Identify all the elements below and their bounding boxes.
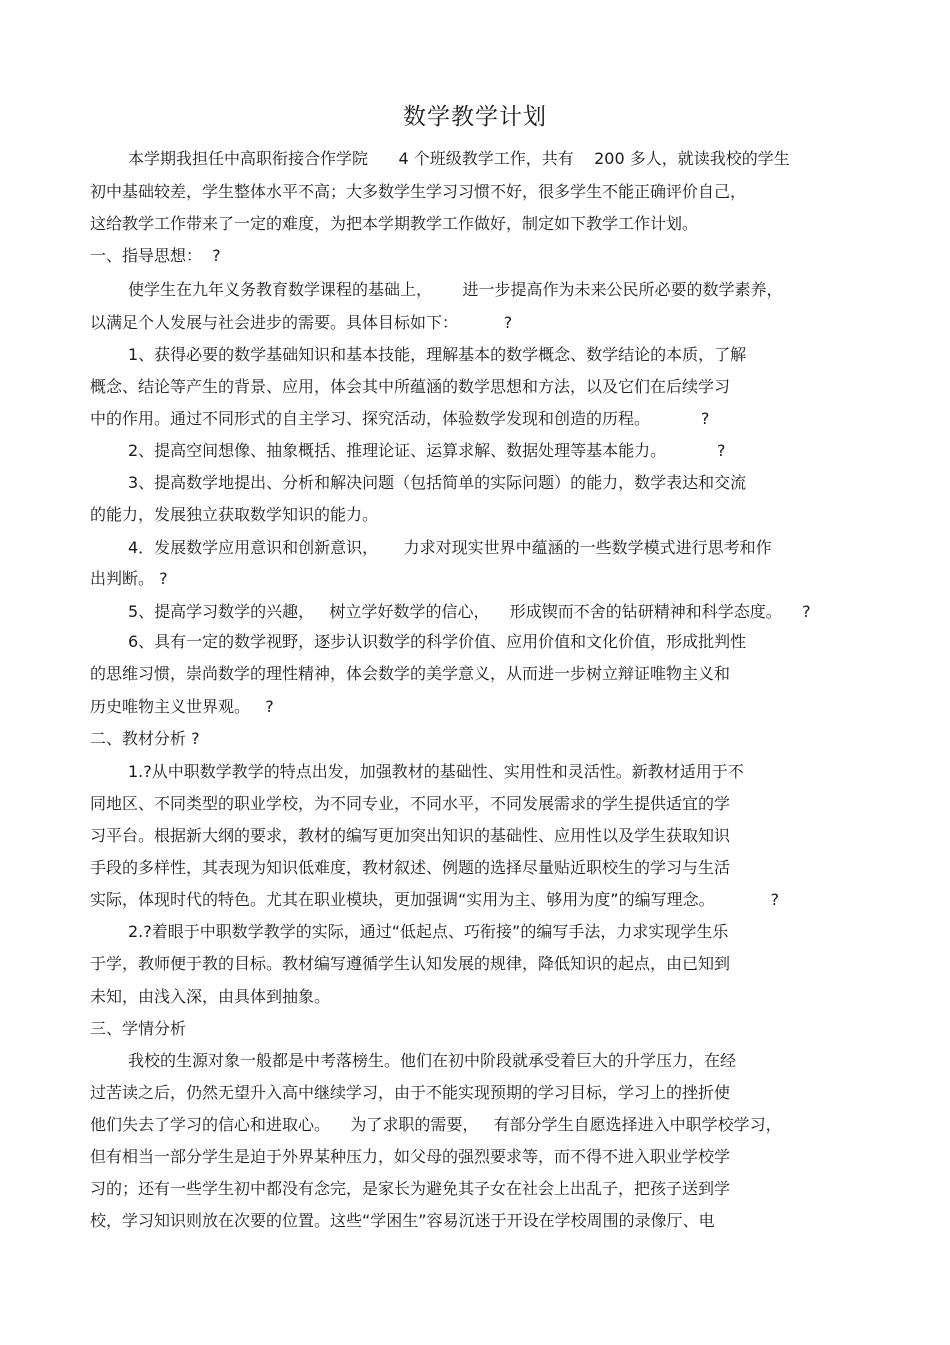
paragraph-line: 他们失去了学习的信心和进取心。 为了求职的需要， 有部分学生自愿选择进入中职学校学习， xyxy=(90,1115,782,1134)
section-heading: 一、指导思想： ? xyxy=(90,246,221,265)
paragraph-line: 以满足个人发展与社会进步的需要。具体目标如下： ? xyxy=(90,313,513,332)
paragraph-line: 但有相当一部分学生是迫于外界某种压力，如父母的强烈要求等，而不得不进入职业学校学 xyxy=(90,1147,731,1166)
paragraph-line: 校，学习知识则放在次要的位置。这些“学困生”容易沉迷于开设在学校周围的录像厅、电 xyxy=(90,1211,715,1230)
paragraph-line: 4．发展数学应用意识和创新意识， 力求对现实世界中蕴涵的一些数学模式进行思考和作 xyxy=(128,538,772,557)
paragraph-line: 中的作用。通过不同形式的自主学习、探究活动，体验数学发现和创造的历程。 ? xyxy=(90,409,710,428)
paragraph-line: 这给教学工作带来了一定的难度，为把本学期教学工作做好，制定如下教学工作计划。 xyxy=(90,214,699,233)
paragraph-line: 的思维习惯，崇尚数学的理性精神，体会数学的美学意义，从而进一步树立辩证唯物主义和 xyxy=(90,664,731,683)
paragraph-line: 我校的生源对象一般都是中考落榜生。他们在初中阶段就承受着巨大的升学压力，在经 xyxy=(128,1051,737,1070)
paragraph-line: 1.?从中职数学教学的特点出发，加强教材的基础性、实用性和灵活性。新教材适用于不 xyxy=(128,762,744,781)
paragraph-line: 手段的多样性，其表现为知识低难度，教材叙述、例题的选择尽量贴近职校生的学习与生活 xyxy=(90,858,731,877)
paragraph-line: 本学期我担任中高职衔接合作学院 4 个班级教学工作，共有 200 多人，就读我校的学生 xyxy=(128,149,790,168)
paragraph-line: 使学生在九年义务教育数学课程的基础上， 进一步提高作为未来公民所必要的数学素养， xyxy=(128,280,783,299)
paragraph-line: 2、提高空间想像、抽象概括、推理论证、运算求解、数据处理等基本能力。 ? xyxy=(128,441,726,460)
paragraph-line: 5、提高学习数学的兴趣， 树立学好数学的信心， 形成锲而不舍的钻研精神和科学态度。 ? xyxy=(128,602,811,621)
paragraph-line: 实际，体现时代的特色。尤其在职业模块，更加强调“实用为主、够用为度”的编写理念。 ? xyxy=(90,890,780,909)
paragraph-line: 概念、结论等产生的背景、应用，体会其中所蕴涵的数学思想和方法，以及它们在后续学习 xyxy=(90,377,731,396)
section-heading: 二、教材分析 ? xyxy=(90,729,200,748)
section-heading: 三、学情分析 xyxy=(90,1019,187,1038)
paragraph-line: 过苦读之后，仍然无望升入高中继续学习，由于不能实现预期的学习目标，学习上的挫折使 xyxy=(90,1083,731,1102)
paragraph-line: 2.?着眼于中职数学教学的实际，通过“低起点、巧衔接”的编写手法，力求实现学生乐 xyxy=(128,922,729,941)
paragraph-line: 6、具有一定的数学视野，逐步认识数学的科学价值、应用价值和文化价值，形成批判性 xyxy=(128,632,747,651)
paragraph-line: 出判断。 ? xyxy=(90,569,168,588)
paragraph-line: 于学，教师便于教的目标。教材编写遵循学生认知发展的规律，降低知识的起点，由已知到 xyxy=(90,954,731,973)
paragraph-line: 初中基础较差，学生整体水平不高；大多数学生学习习惯不好，很多学生不能正确评价自己， xyxy=(90,182,747,201)
document-title: 数学教学计划 xyxy=(403,104,547,130)
paragraph-line: 未知，由浅入深，由具体到抽象。 xyxy=(90,987,331,1006)
paragraph-line: 1、获得必要的数学基础知识和基本技能，理解基本的数学概念、数学结论的本质，了解 xyxy=(128,345,747,364)
paragraph-line: 的能力，发展独立获取数学知识的能力。 xyxy=(90,505,379,524)
paragraph-line: 习平台。根据新大纲的要求，教材的编写更加突出知识的基础性、应用性以及学生获取知识 xyxy=(90,826,731,845)
paragraph-line: 历史唯物主义世界观。 ? xyxy=(90,697,274,716)
paragraph-line: 习的；还有一些学生初中都没有念完，是家长为避免其子女在社会上出乱子，把孩子送到学 xyxy=(90,1179,731,1198)
paragraph-line: 3、提高数学地提出、分析和解决问题（包括简单的实际问题）的能力，数学表达和交流 xyxy=(128,473,747,492)
paragraph-line: 同地区、不同类型的职业学校，为不同专业，不同水平，不同发展需求的学生提供适宜的学 xyxy=(90,794,731,813)
